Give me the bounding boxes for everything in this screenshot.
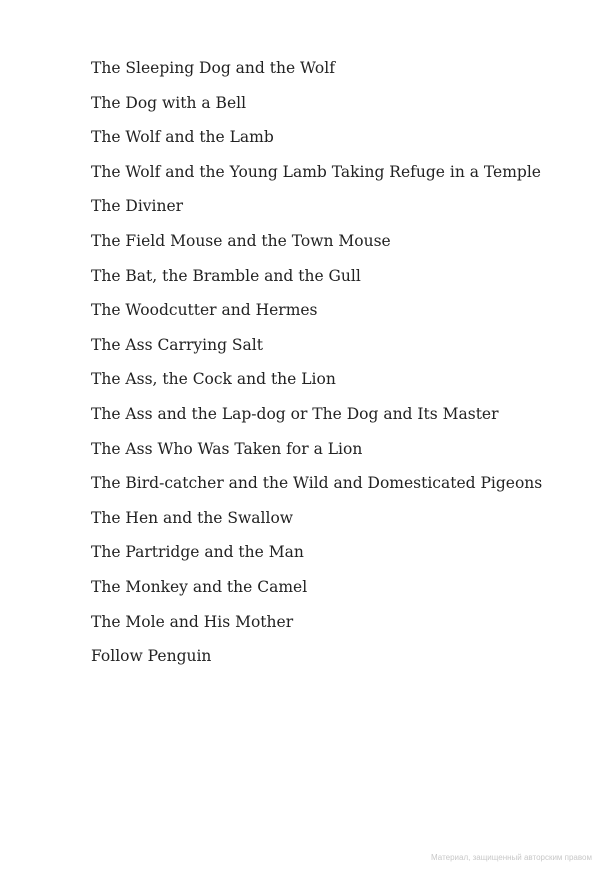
toc-entry-link[interactable]: The Ass Carrying Salt	[91, 335, 263, 354]
toc-entry[interactable]	[91, 646, 542, 681]
toc-entry-link[interactable]: The Bird-catcher and the Wild and Domesticated Pigeons	[91, 474, 543, 493]
toc-entry[interactable]	[91, 127, 542, 162]
toc-entry[interactable]	[91, 335, 542, 370]
toc-entry-link[interactable]: The Ass and the Lap-dog or The Dog and Its Master	[91, 404, 499, 423]
copyright-watermark: Материал, защищенный авторским правом	[431, 853, 592, 862]
toc-entry[interactable]	[91, 404, 542, 439]
toc-entry-link[interactable]: The Dog with a Bell	[91, 93, 247, 112]
toc-entry[interactable]	[91, 231, 542, 266]
toc-entry-link[interactable]: The Hen and the Swallow	[91, 508, 294, 527]
toc-entry-link[interactable]: The Woodcutter and Hermes	[91, 301, 318, 320]
toc-entry[interactable]	[91, 542, 542, 577]
toc-entry-link[interactable]: The Wolf and the Young Lamb Taking Refuge in a Temple	[91, 162, 541, 181]
toc-entry-link[interactable]: The Ass, the Cock and the Lion	[91, 370, 336, 389]
toc-entry-link[interactable]: Follow Penguin	[91, 647, 212, 666]
toc-entry-link[interactable]: The Mole and His Mother	[91, 612, 294, 631]
toc-entry-link[interactable]: The Partridge and the Man	[91, 543, 304, 562]
toc-entry-link[interactable]: The Diviner	[91, 197, 184, 216]
toc-entry-link[interactable]: The Bat, the Bramble and the Gull	[91, 266, 361, 285]
toc-entry[interactable]	[91, 369, 542, 404]
toc-entry-link[interactable]: The Wolf and the Lamb	[91, 128, 274, 147]
toc-entry[interactable]	[91, 508, 542, 543]
toc-entry[interactable]	[91, 162, 542, 197]
toc-entry[interactable]	[91, 196, 542, 231]
toc-entry[interactable]	[91, 93, 542, 128]
table-of-contents	[91, 58, 542, 681]
toc-entry[interactable]	[91, 577, 542, 612]
toc-entry[interactable]	[91, 300, 542, 335]
toc-entry-link[interactable]: The Sleeping Dog and the Wolf	[91, 59, 335, 77]
toc-entry-link[interactable]: The Ass Who Was Taken for a Lion	[91, 439, 363, 458]
toc-entry[interactable]	[91, 612, 542, 647]
toc-entry[interactable]	[91, 473, 542, 508]
toc-entry[interactable]	[91, 439, 542, 474]
toc-entry-link[interactable]: The Monkey and the Camel	[91, 577, 308, 596]
toc-entry[interactable]	[91, 58, 542, 93]
toc-entry[interactable]	[91, 266, 542, 301]
toc-entry-link[interactable]: The Field Mouse and the Town Mouse	[91, 231, 391, 250]
